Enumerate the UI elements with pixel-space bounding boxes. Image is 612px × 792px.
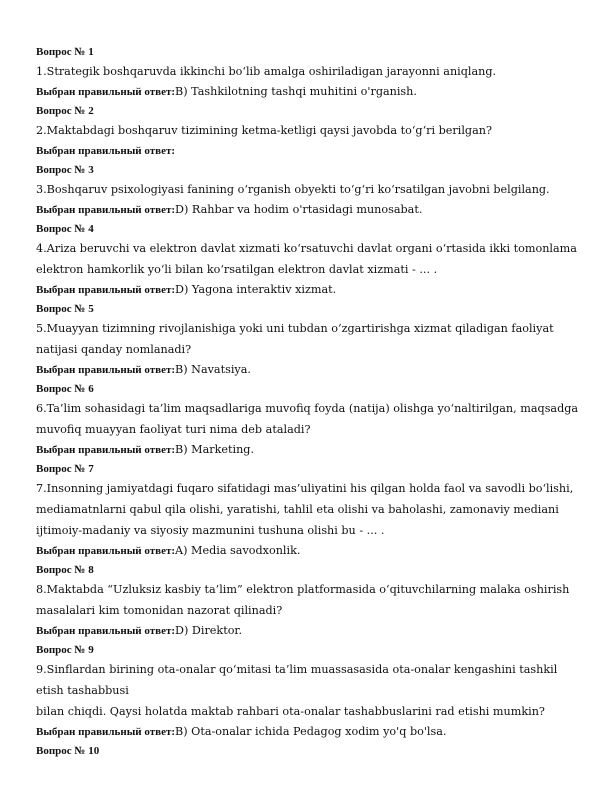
question-10-number: Вопрос № 10	[36, 745, 100, 757]
answer-label: Выбран правильный ответ:	[36, 145, 176, 157]
question-number: Вопрос № 9	[36, 644, 94, 656]
answer-line	[36, 541, 581, 561]
question-9	[36, 643, 581, 742]
question-1	[36, 45, 581, 102]
question-number: Вопрос № 3	[36, 164, 94, 176]
answer-line	[36, 82, 581, 102]
question-text: 9.Sinflardan birining ota-onalar qo‘mitasi ta’lim muassasasida ota-onalar kengashini tashkil etish tashabbusi bilan chiqdi. Qaysi holatda maktab rahbari ota-onalar tashabbuslarini rad etishi mumkin?	[36, 663, 558, 718]
question-6	[36, 382, 581, 460]
answer-line	[36, 141, 581, 161]
answer-value: B) Marketing.	[175, 443, 255, 456]
answer-label: Выбран правильный ответ:	[36, 726, 176, 738]
answer-line	[36, 360, 581, 380]
question-number: Вопрос № 7	[36, 463, 94, 475]
answer-label: Выбран правильный ответ:	[36, 284, 176, 296]
question-text: 3.Boshqaruv psixologiyasi fanining o‘rganish obyekti to‘g‘ri ko‘rsatilgan javobni belgilang.	[36, 183, 550, 196]
question-text: 1.Strategik boshqaruvda ikkinchi bo‘lib amalga oshiriladigan jarayonni aniqlang.	[36, 65, 497, 78]
answer-value: D) Yagona interaktiv xizmat.	[175, 283, 337, 296]
answer-value: B) Tashkilotning tashqi muhitini o'rganish.	[175, 85, 417, 98]
question-number: Вопрос № 5	[36, 303, 94, 315]
answer-label: Выбран правильный ответ:	[36, 545, 176, 557]
answer-label: Выбран правильный ответ:	[36, 364, 176, 376]
question-text: 6.Ta’lim sohasidagi ta’lim maqsadlariga muvofiq foyda (natija) olishga yo‘naltirilgan, maqsadga muvofiq muayyan faoliyat turi nima deb ataladi?	[36, 402, 579, 436]
answer-line	[36, 621, 581, 641]
question-number: Вопрос № 8	[36, 564, 94, 576]
question-4	[36, 222, 581, 300]
answer-value: D) Rahbar va hodim o'rtasidagi munosabat.	[175, 203, 423, 216]
question-number: Вопрос № 6	[36, 383, 94, 395]
questions-list	[36, 43, 581, 759]
question-7	[36, 462, 581, 561]
question-number: Вопрос № 2	[36, 105, 94, 117]
question-5	[36, 302, 581, 380]
question-3	[36, 163, 581, 220]
answer-label: Выбран правильный ответ:	[36, 204, 176, 216]
answer-line	[36, 722, 581, 742]
answer-value: B) Ota-onalar ichida Pedagog xodim yo'q bo'lsa.	[175, 725, 447, 738]
question-text: 5.Muayyan tizimning rivojlanishiga yoki uni tubdan o‘zgartirishga xizmat qiladigan faoliyat natijasi qanday nomlanadi?	[36, 322, 554, 356]
answer-label: Выбран правильный ответ:	[36, 444, 176, 456]
question-text: 2.Maktabdagi boshqaruv tizimining ketma-ketligi qaysi javobda to‘g‘ri berilgan?	[36, 124, 492, 137]
answer-value: A) Media savodxonlik.	[175, 544, 301, 557]
question-text: 4.Ariza beruvchi va elektron davlat xizmati ko‘rsatuvchi davlat organi o‘rtasida ikki tomonlama elektron hamkorlik yo‘li bilan ko‘rsatilgan elektron davlat xizmati - ... .	[36, 242, 577, 276]
answer-line	[36, 280, 581, 300]
answer-value: B) Navatsiya.	[175, 363, 251, 376]
question-text: 8.Maktabda “Uzluksiz kasbiy ta’lim” elektron platformasida o‘qituvchilarning malaka oshirish masalalari kim tomonidan nazorat qilinadi?	[36, 583, 570, 617]
answer-label: Выбран правильный ответ:	[36, 86, 176, 98]
question-number: Вопрос № 4	[36, 223, 94, 235]
question-text: 7.Insonning jamiyatdagi fuqaro sifatidagi mas’uliyatini his qilgan holda faol va savodli bo‘lishi, mediamatnlarni qabul qila olishi, yaratishi, tahlil eta olishi va baholashi, zamonaviy mediani ijtimoiy-madaniy va siyosiy mazmunini tushuna olishi bu - ... .	[36, 482, 574, 537]
question-2	[36, 104, 581, 161]
question-number: Вопрос № 1	[36, 46, 94, 58]
answer-line	[36, 200, 581, 220]
answer-line	[36, 440, 581, 460]
question-8	[36, 563, 581, 641]
answer-value: D) Direktor.	[175, 624, 243, 637]
answer-label: Выбран правильный ответ:	[36, 625, 176, 637]
